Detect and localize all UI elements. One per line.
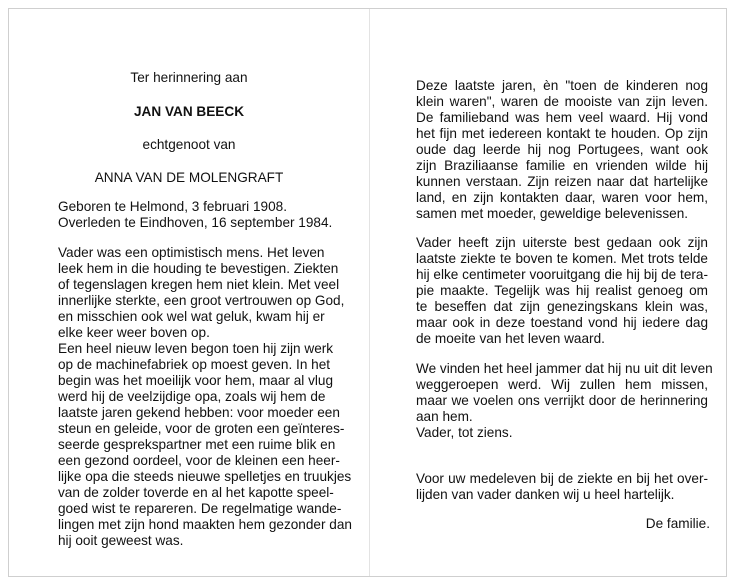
text-line: laatste ziekte te boven te komen. Met trots telde [416,251,708,266]
text-line: een gezond oordeel, voor de kleinen een heer- [58,453,340,468]
deceased-name: JAN VAN BEECK [133,104,245,119]
text-line: lijke opa die steeds nieuwe spelletjes en truukjes [58,469,352,484]
text-line: seerde gesprekspartner met een ruime blik en [58,437,336,452]
text-line: en misschien ook wel wat geluk, kwam hij er [58,309,325,324]
text-line: Deze laatste jaren, èn "toen de kinderen nog [416,78,708,93]
text-line: Vader heeft zijn uiterste best gedaan ook zijn [416,235,708,250]
text-line: klein waren", waren de mooiste van zijn leven. [416,94,708,109]
text-line: zijn Braziliaanse familie en vrienden wilde hij [416,158,708,173]
text-line: aan hem. [416,409,473,424]
text-line: weggeroepen werd. Wij zullen hem missen, [416,377,708,392]
memorial-card [8,8,727,577]
text-line: op de machinefabriek op moest geven. In het [58,357,331,372]
text-line: laatste jaren gekend hebben: voor moeder een [58,405,340,420]
text-line: lijden van vader danken wij u heel hartelijk. [416,487,675,502]
text-line: te beseffen dat zijn genezingskans klein was, [416,299,708,314]
spouse-name: ANNA VAN DE MOLENGRAFT [94,170,284,185]
text-line: samen met moeder, geweldige belevenissen. [416,206,689,221]
signature: De familie. [645,516,710,531]
text-line: pie maakte. Tegelijk was hij realist genoeg om [416,283,708,298]
text-line: of tegenslagen kregen hem niet klein. Met veel [58,277,340,292]
text-line: maar we voelen ons verrijkt door de herinnering [416,393,708,408]
text-line: lingen met zijn hond maakten hem gezonder dan [58,517,352,532]
text-line: Vader was een optimistisch mens. Het leven [58,245,325,260]
text-line: kunnen verstaan. Zijn reizen naar dat hartelijke [416,174,708,189]
text-line: innerlijke sterkte, een groot vertrouwen op God, [58,293,345,308]
text-line: begin was het moeilijk voor hem, maar al vlug [58,373,334,388]
text-line: De familieband was hem veel waard. Hij vond [416,110,708,125]
left-page [9,9,369,576]
text-line: hij ooit geweest was. [58,533,184,548]
text-line: Voor uw medeleven bij de ziekte en bij het over- [416,471,708,486]
text-line: hij elke centimeter vooruitgang die hij bij de tera- [416,267,708,282]
death-line: Overleden te Eindhoven, 16 september 1984. [58,215,333,230]
text-line: oude dag leerde hij nog Portugees, want ook [416,142,708,157]
text-line: het fijn met iedereen kontakt te houden. Op zijn [416,126,708,141]
intro-text: Ter herinnering aan [130,70,248,85]
text-line: We vinden het heel jammer dat hij nu uit dit leven [416,361,713,376]
text-line: van de zolder toverde en al het kapotte speel- [58,485,334,500]
text-line: Een heel nieuw leven begon toen hij zijn werk [58,341,334,356]
birth-line: Geboren te Helmond, 3 februari 1908. [58,199,287,214]
text-line: werd hij de veelzijdige opa, zoals wij hem de [58,389,326,404]
text-line: de moeite van het leven waard. [416,331,605,346]
relation-text: echtgenoot van [142,137,236,152]
text-line: steun en geleide, voor de groten een geïnteres- [58,421,345,436]
farewell-text: Vader, tot ziens. [416,425,513,440]
text-line: goed wist te repareren. De regelmatige wande- [58,501,342,516]
text-line: maar ook in deze toestand vond hij iedere dag [416,315,708,330]
text-line: leek hem in die houding te bevestigen. Ziekten [58,261,339,276]
right-page [369,9,728,576]
text-line: elke keer weer boven op. [58,325,210,340]
text-line: land, en zijn kontakten daar, waren voor hem, [416,190,708,205]
